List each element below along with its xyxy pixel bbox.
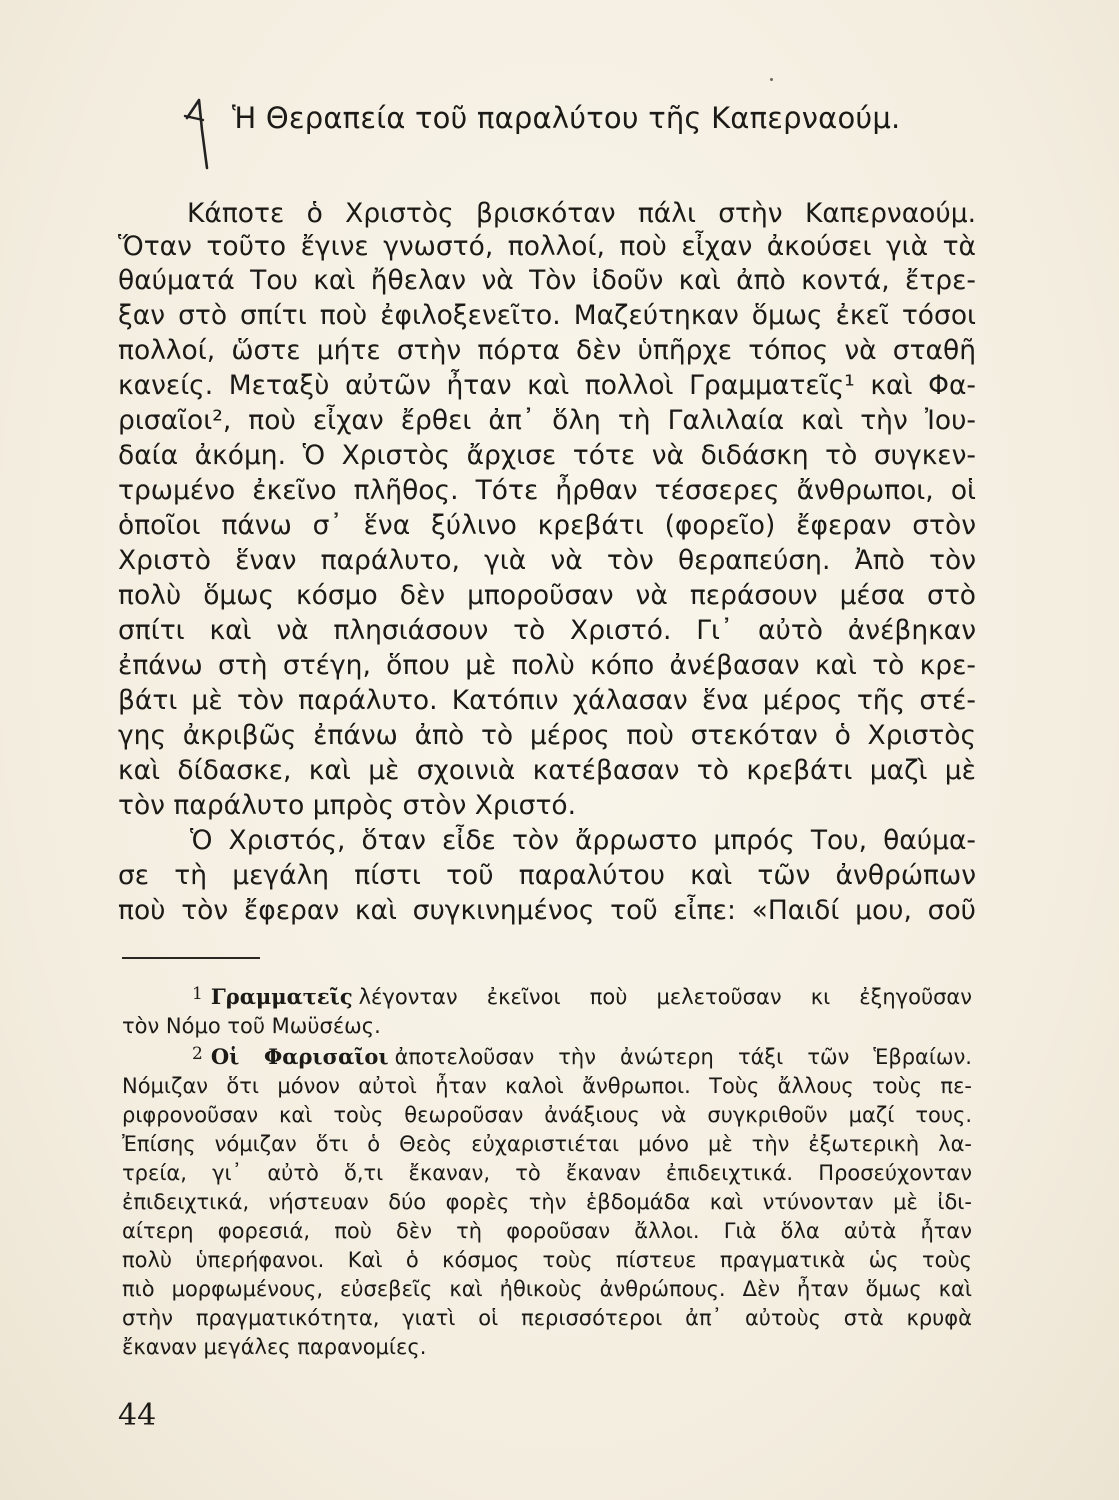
- body-line: Χριστὸ ἕναν παράλυτο, γιὰ νὰ τὸν θεραπεύση. Ἀπὸ τὸν: [118, 545, 976, 576]
- footnote-number: 1: [192, 984, 203, 1004]
- footnote-line: ἀποτελοῦσαν τὴν ἀνώτερη τάξι τῶν Ἑβραίων.: [394, 1045, 972, 1069]
- footnote-number: 2: [192, 1044, 203, 1064]
- footnote-line: ριφρονοῦσαν καὶ τοὺς θεωροῦσαν ἀνάξιους νὰ συγκριθοῦν μαζί τους.: [122, 1103, 972, 1127]
- page-number: 44: [118, 1398, 157, 1433]
- body-line: γης ἀκριβῶς ἐπάνω ἀπὸ τὸ μέρος ποὺ στεκόταν ὁ Χριστὸς: [118, 720, 976, 751]
- footnote-line: τρεία, γι᾿ αὐτὸ ὅ,τι ἔκαναν, τὸ ἔκαναν ἐπιδειχτικά. Προσεύχονταν: [122, 1161, 972, 1185]
- body-line: Κάποτε ὁ Χριστὸς βρισκόταν πάλι στὴν Καπερναούμ.: [187, 198, 976, 229]
- footnote-line: Νόμιζαν ὅτι μόνον αὐτοὶ ἦταν καλοὶ ἄνθρωποι. Τοὺς ἄλλους τοὺς πε-: [122, 1074, 972, 1098]
- body-line: πολὺ ὅμως κόσμο δὲν μποροῦσαν νὰ περάσουν μέσα στὸ: [118, 580, 976, 611]
- body-line: ὁποῖοι πάνω σ᾿ ἕνα ξύλινο κρεβάτι (φορεῖο) ἔφεραν στὸν: [118, 510, 976, 541]
- section-heading: Ἡ Θεραπεία τοῦ παραλύτου τῆς Καπερναούμ.: [232, 101, 901, 135]
- body-line: τρωμένο ἐκεῖνο πλῆθος. Τότε ἦρθαν τέσσερες ἄνθρωποι, οἱ: [118, 475, 976, 506]
- footnote-line: λέγονταν ἐκεῖνοι ποὺ μελετοῦσαν κι ἐξηγοῦσαν: [358, 985, 972, 1009]
- footnote-divider: [122, 957, 260, 959]
- footnote-1: [192, 982, 972, 1012]
- handwritten-mark-icon: [183, 96, 229, 176]
- footnote-line: ἐπιδειχτικά, νήστευαν δύο φορὲς τὴν ἑβδομάδα καὶ ντύνονταν μὲ ἰδι-: [122, 1190, 972, 1214]
- footnote-line: πολὺ ὑπερήφανοι. Καὶ ὁ κόσμος τοὺς πίστευε πραγματικὰ ὡς τοὺς: [122, 1248, 972, 1272]
- body-line: σπίτι καὶ νὰ πλησιάσουν τὸ Χριστό. Γι᾿ αὐτὸ ἀνέβηκαν: [118, 615, 976, 646]
- footnote-line: ἔκαναν μεγάλες παρανομίες.: [122, 1335, 427, 1359]
- body-line: πολλοί, ὥστε μήτε στὴν πόρτα δὲν ὑπῆρχε τόπος νὰ σταθῆ: [118, 335, 976, 366]
- body-line: ξαν στὸ σπίτι ποὺ ἐφιλοξενεῖτο. Μαζεύτηκαν ὅμως ἐκεῖ τόσοι: [118, 300, 976, 331]
- body-line: ποὺ τὸν ἔφεραν καὶ συγκινημένος τοῦ εἶπε: «Παιδί μου, σοῦ: [118, 895, 976, 926]
- body-line: ρισαῖοι², ποὺ εἶχαν ἔρθει ἀπ᾿ ὅλη τὴ Γαλιλαία καὶ τὴν Ἰου-: [118, 405, 976, 436]
- body-line: θαύματά Του καὶ ἤθελαν νὰ Τὸν ἰδοῦν καὶ ἀπὸ κοντά, ἔτρε-: [118, 265, 976, 296]
- body-line: δαία ἀκόμη. Ὁ Χριστὸς ἄρχισε τότε νὰ διδάσκη τὸ συγκεν-: [118, 440, 976, 471]
- body-line: κανείς. Μεταξὺ αὐτῶν ἦταν καὶ πολλοὶ Γραμματεῖς¹ καὶ Φα-: [118, 370, 976, 401]
- body-line: καὶ δίδασκε, καὶ μὲ σχοινιὰ κατέβασαν τὸ κρεβάτι μαζὶ μὲ: [118, 755, 976, 786]
- footnote-line: αίτερη φορεσιά, ποὺ δὲν τὴ φοροῦσαν ἄλλοι. Γιὰ ὅλα αὐτὰ ἦταν: [122, 1219, 972, 1243]
- footnote-term: Γραμματεῖς: [210, 984, 353, 1009]
- body-line: τὸν παράλυτο μπρὸς στὸν Χριστό.: [118, 790, 577, 821]
- margin-dot: [770, 78, 773, 81]
- footnote-2: [192, 1042, 972, 1072]
- footnote-line: στὴν πραγματικότητα, γιατὶ οἱ περισσότεροι ἀπ᾿ αὐτοὺς στὰ κρυφὰ: [122, 1306, 972, 1330]
- footnote-line: Ἐπίσης νόμιζαν ὅτι ὁ Θεὸς εὐχαριστιέται μόνο μὲ τὴν ἐξωτερικὴ λα-: [122, 1132, 972, 1156]
- body-line: ἐπάνω στὴ στέγη, ὅπου μὲ πολὺ κόπο ἀνέβασαν καὶ τὸ κρε-: [118, 650, 976, 681]
- body-line: σε τὴ μεγάλη πίστι τοῦ παραλύτου καὶ τῶν ἀνθρώπων: [118, 860, 976, 891]
- footnote-term: Οἱ Φαρισαῖοι: [210, 1044, 389, 1069]
- footnote-line: τὸν Νόμο τοῦ Μωϋσέως.: [122, 1014, 381, 1038]
- body-line: βάτι μὲ τὸν παράλυτο. Κατόπιν χάλασαν ἕνα μέρος τῆς στέ-: [118, 685, 976, 716]
- footnote-line: πιὸ μορφωμένους, εὐσεβεῖς καὶ ἠθικοὺς ἀνθρώπους. Δὲν ἦταν ὅμως καὶ: [122, 1277, 972, 1301]
- body-line: Ὁ Χριστός, ὅταν εἶδε τὸν ἄρρωστο μπρός Του, θαύμα-: [190, 825, 976, 856]
- body-line: Ὅταν τοῦτο ἔγινε γνωστό, πολλοί, ποὺ εἶχαν ἀκούσει γιὰ τὰ: [118, 231, 976, 262]
